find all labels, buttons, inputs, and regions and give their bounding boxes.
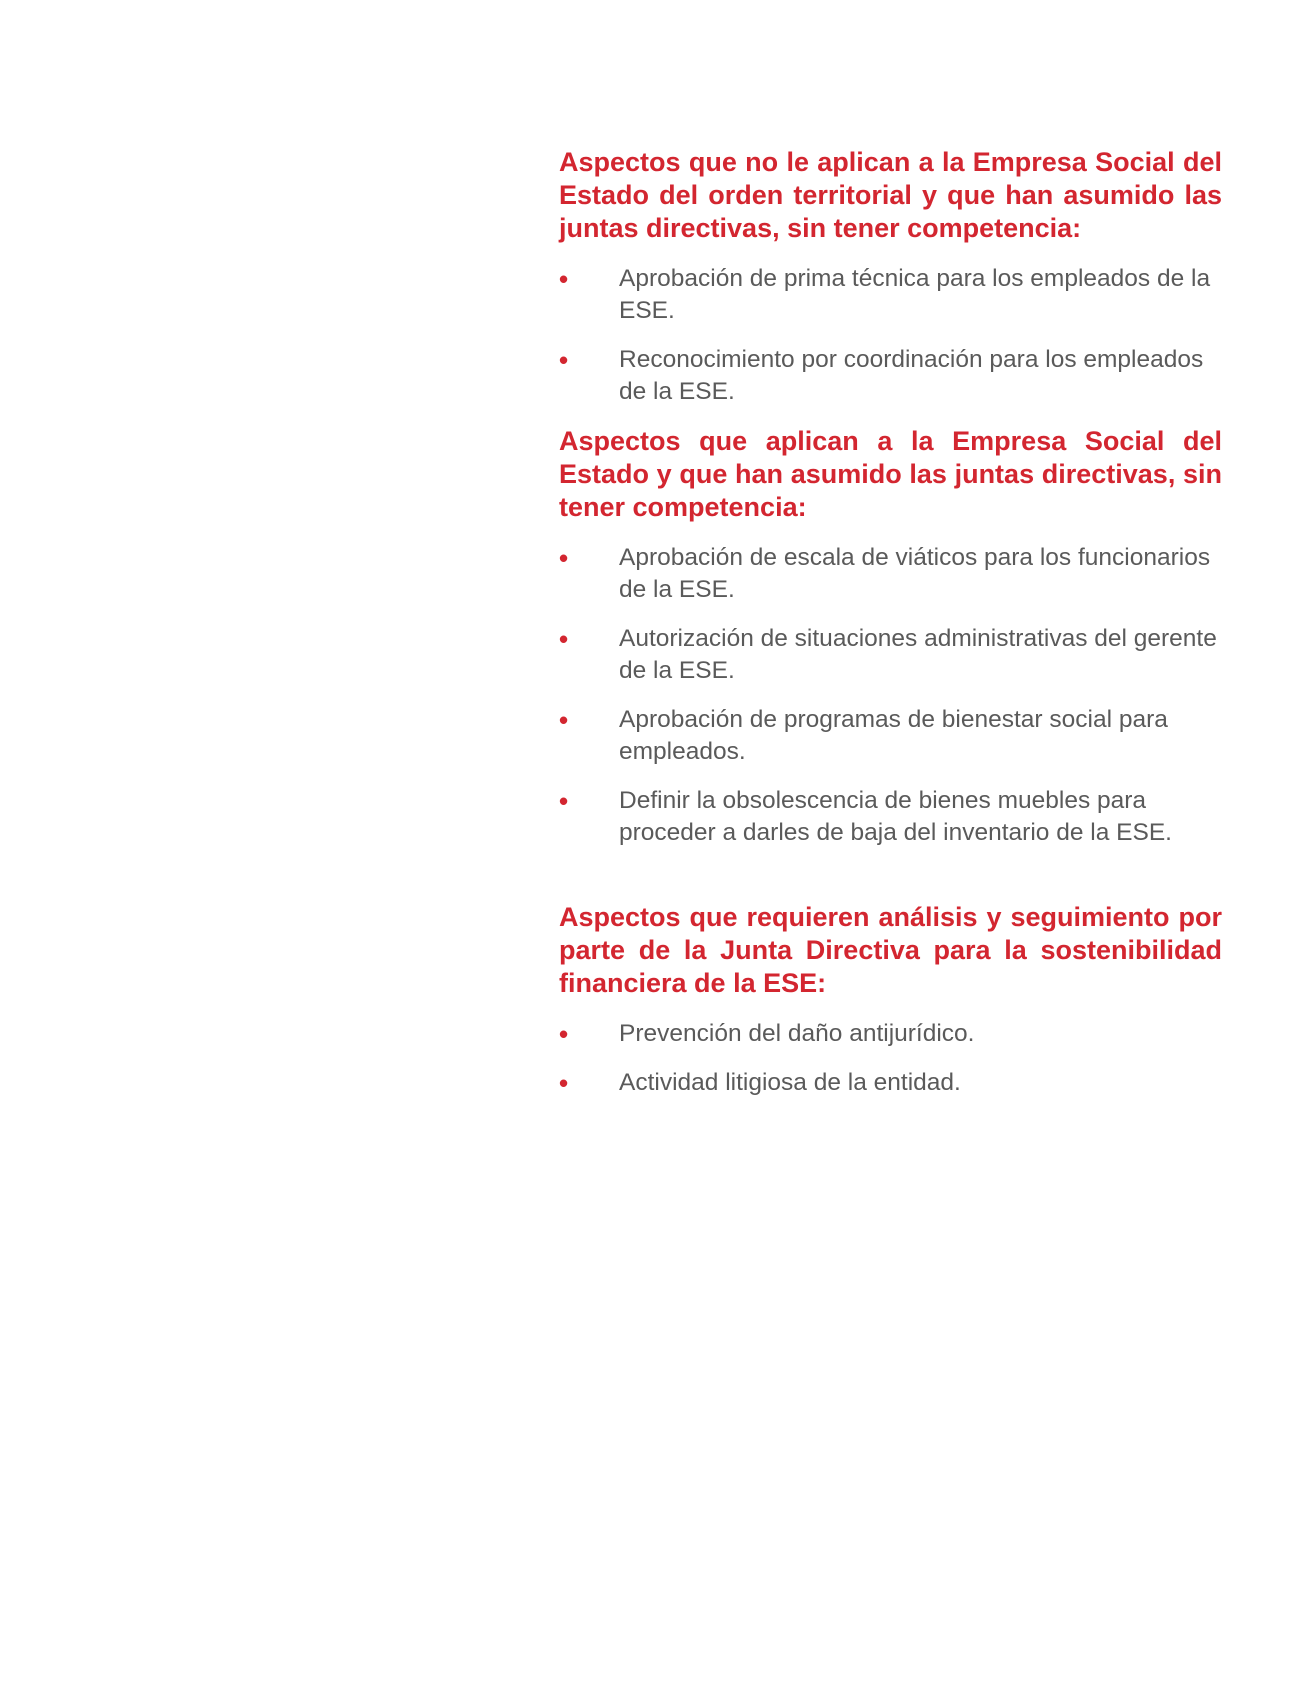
bullet-list xyxy=(559,542,1222,849)
document-content xyxy=(559,146,1222,1116)
bullet-icon: • xyxy=(559,543,569,573)
bullet-list xyxy=(559,1018,1222,1099)
list-item xyxy=(559,1018,1222,1050)
list-item xyxy=(559,785,1222,849)
list-item-text: Aprobación de prima técnica para los empleados de la ESE. xyxy=(619,265,1211,324)
section-no-aplican xyxy=(559,146,1222,408)
list-item-text: Definir la obsolescencia de bienes muebles para proceder a darles de baja del inventario de la ESE. xyxy=(619,787,1172,846)
list-item xyxy=(559,263,1222,327)
list-item-text: Actividad litigiosa de la entidad. xyxy=(619,1069,961,1096)
list-item-text: Aprobación de programas de bienestar social para empleados. xyxy=(619,706,1168,765)
section-heading: Aspectos que requieren análisis y seguimiento por parte de la Junta Directiva para la sostenibilidad financiera de la ESE: xyxy=(559,902,1222,998)
bullet-icon: • xyxy=(559,1068,569,1098)
list-item-text: Autorización de situaciones administrativas del gerente de la ESE. xyxy=(619,625,1217,684)
section-aplican xyxy=(559,425,1222,849)
list-item xyxy=(559,344,1222,408)
list-item xyxy=(559,1067,1222,1099)
list-item-text: Reconocimiento por coordinación para los empleados de la ESE. xyxy=(619,346,1204,405)
list-item xyxy=(559,623,1222,687)
bullet-list xyxy=(559,263,1222,408)
list-item xyxy=(559,704,1222,768)
bullet-icon: • xyxy=(559,705,569,735)
list-item-text: Prevención del daño antijurídico. xyxy=(619,1020,975,1047)
bullet-icon: • xyxy=(559,624,569,654)
list-item xyxy=(559,542,1222,606)
section-analisis-seguimiento xyxy=(559,901,1222,1099)
list-item-text: Aprobación de escala de viáticos para los funcionarios de la ESE. xyxy=(619,544,1211,603)
bullet-icon: • xyxy=(559,786,569,816)
bullet-icon: • xyxy=(559,345,569,375)
bullet-icon: • xyxy=(559,1019,569,1049)
bullet-icon: • xyxy=(559,264,569,294)
section-heading: Aspectos que aplican a la Empresa Social del Estado y que han asumido las juntas directivas, sin tener competencia: xyxy=(559,426,1222,522)
section-heading: Aspectos que no le aplican a la Empresa Social del Estado del orden territorial y que han asumido las juntas directivas, sin tener competencia: xyxy=(559,147,1222,243)
